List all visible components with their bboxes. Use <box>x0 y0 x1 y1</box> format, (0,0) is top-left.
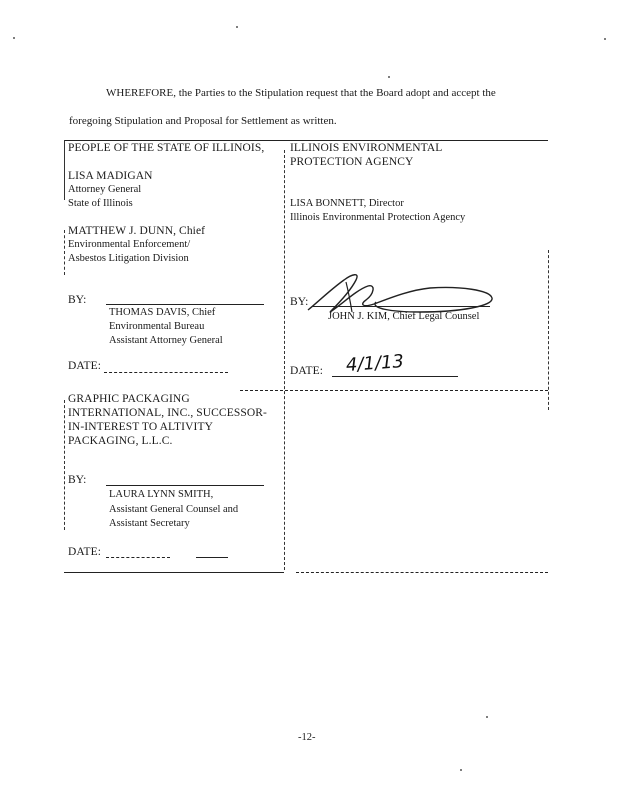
graphic-line-2: INTERNATIONAL, INC., SUCCESSOR- <box>68 407 267 419</box>
ag-name: LISA MADIGAN <box>68 170 153 182</box>
scan-speck <box>486 716 488 718</box>
intro-line-2: foregoing Stipulation and Proposal for Settlement as written. <box>69 115 337 127</box>
scan-speck <box>388 76 390 78</box>
iepa-date-label: DATE: <box>290 365 324 377</box>
chief-title-1: Environmental Enforcement/ <box>68 239 191 250</box>
graphic-line-3: IN-INTEREST TO ALTIVITY <box>68 421 213 433</box>
chief-name: MATTHEW J. DUNN, Chief <box>68 225 206 237</box>
scan-speck <box>460 769 462 771</box>
graphic-date-line-a[interactable] <box>106 557 170 558</box>
table-top-rule <box>64 140 548 141</box>
left-rule-mid <box>64 230 65 275</box>
scan-speck <box>236 26 238 28</box>
graphic-signer-title-1: Assistant General Counsel and <box>109 504 239 515</box>
people-date-label: DATE: <box>68 360 102 372</box>
people-by-label: BY: <box>68 294 87 306</box>
chief-title-2: Asbestos Litigation Division <box>68 253 189 264</box>
people-signer-title-1: Environmental Bureau <box>109 321 205 332</box>
left-rule-top <box>64 140 65 200</box>
mid-separator-rule <box>240 390 548 391</box>
graphic-signature-line[interactable] <box>106 485 264 486</box>
bottom-rule-right <box>296 572 548 573</box>
intro-line-1: WHEREFORE, the Parties to the Stipulation request that the Board adopt and accept the <box>106 87 496 99</box>
graphic-date-line-b[interactable] <box>196 557 228 558</box>
iepa-director-title: Illinois Environmental Protection Agency <box>290 212 466 223</box>
graphic-signer-title-2: Assistant Secretary <box>109 518 190 529</box>
scan-speck <box>13 37 15 39</box>
iepa-signature-line[interactable] <box>312 306 490 307</box>
scan-speck <box>604 38 606 40</box>
page-number: -12- <box>298 732 316 743</box>
iepa-date-line[interactable] <box>332 376 458 377</box>
left-rule-bottom <box>64 400 65 530</box>
graphic-line-4: PACKAGING, L.L.C. <box>68 435 173 447</box>
iepa-date-handwritten: 4/1/13 <box>345 351 405 376</box>
people-signature-line[interactable] <box>106 304 264 305</box>
people-header: PEOPLE OF THE STATE OF ILLINOIS, <box>68 142 265 154</box>
graphic-date-label: DATE: <box>68 546 102 558</box>
graphic-by-label: BY: <box>68 474 87 486</box>
bottom-rule-left <box>64 572 284 573</box>
right-rule <box>548 250 549 410</box>
people-signer-title-2: Assistant Attorney General <box>109 335 223 346</box>
graphic-signer-name: LAURA LYNN SMITH, <box>109 489 214 500</box>
iepa-header-1: ILLINOIS ENVIRONMENTAL <box>290 142 443 154</box>
iepa-header-2: PROTECTION AGENCY <box>290 156 414 168</box>
ag-title-2: State of Illinois <box>68 198 133 209</box>
graphic-line-1: GRAPHIC PACKAGING <box>68 393 190 405</box>
iepa-signer: JOHN J. KIM, Chief Legal Counsel <box>328 311 480 322</box>
ag-title-1: Attorney General <box>68 184 142 195</box>
iepa-by-label: BY: <box>290 296 309 308</box>
people-signer-name: THOMAS DAVIS, Chief <box>109 307 216 318</box>
center-rule <box>284 150 285 570</box>
people-date-line[interactable] <box>104 372 228 373</box>
iepa-director-name: LISA BONNETT, Director <box>290 198 404 209</box>
